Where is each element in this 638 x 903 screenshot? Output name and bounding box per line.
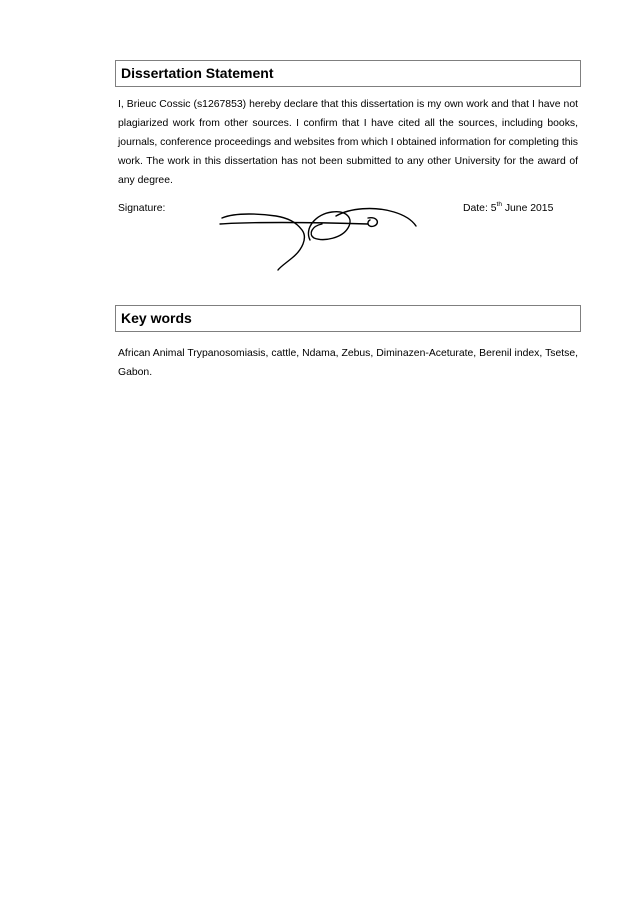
key-words-title: Key words xyxy=(121,310,192,326)
signature-label: Signature: xyxy=(118,203,166,214)
key-words-heading xyxy=(115,305,581,332)
dissertation-statement-heading xyxy=(115,60,581,87)
key-words-body: African Animal Trypanosomiasis, cattle, Ndama, Zebus, Diminazen-Aceturate, Berenil index, Tsetse, Gabon. xyxy=(118,348,578,378)
dissertation-statement-body: I, Brieuc Cossic (s1267853) hereby declare that this dissertation is my own work and that I have not plagiarized work from other sources. I confirm that I have cited all the sources, including books, journals, conference proceedings and websites from which I obtained information for completing this work. The work in this dissertation has not been submitted to any other University for the award of any degree. xyxy=(118,99,578,186)
handwritten-signature xyxy=(218,204,423,274)
date-month-year: June 2015 xyxy=(501,203,554,214)
date-ordinal-suffix: th xyxy=(496,201,502,208)
dissertation-statement-title: Dissertation Statement xyxy=(121,65,274,81)
date-prefix: Date: 5 xyxy=(463,203,497,214)
signature-date xyxy=(463,202,553,216)
